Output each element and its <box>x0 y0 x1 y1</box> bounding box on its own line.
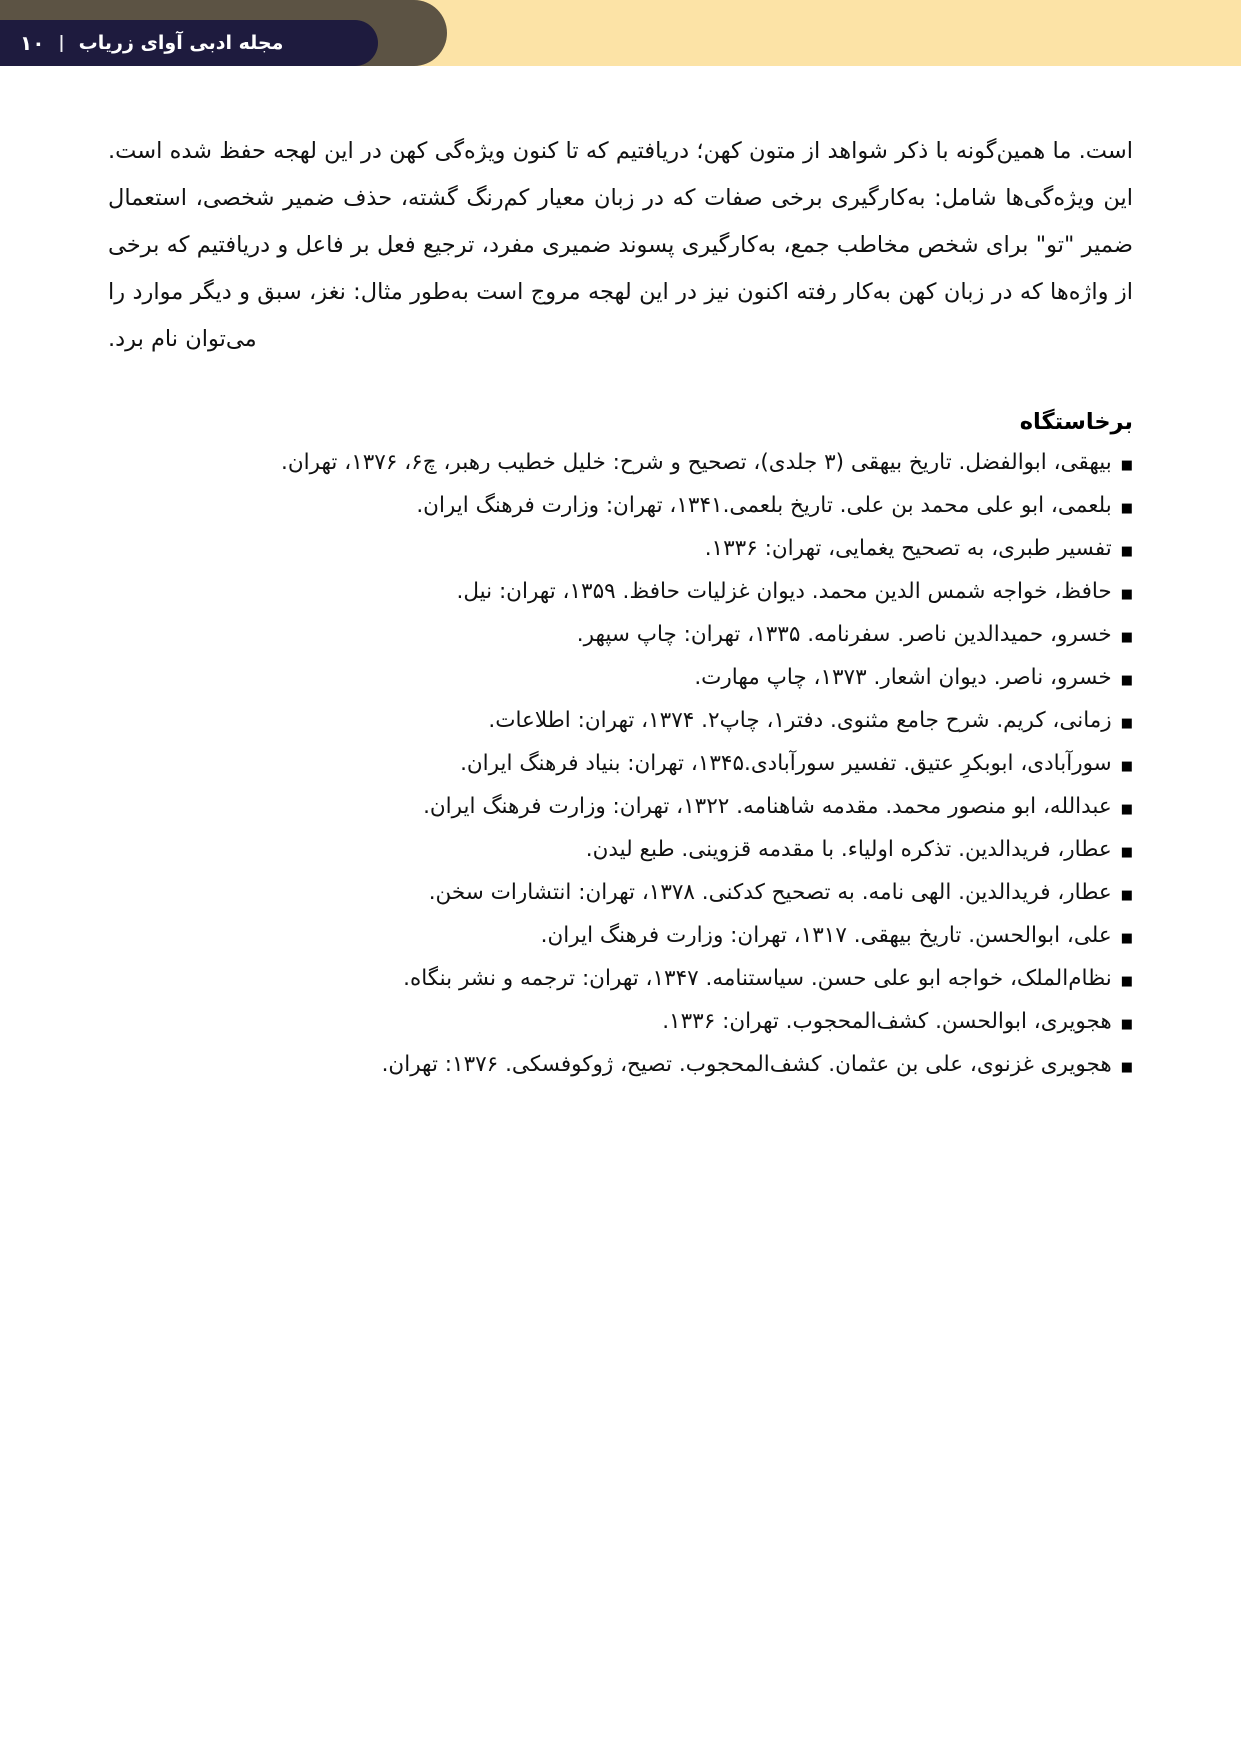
square-bullet-icon: ■ <box>1120 544 1133 559</box>
square-bullet-icon: ■ <box>1120 1060 1133 1075</box>
square-bullet-icon: ■ <box>1120 759 1133 774</box>
page-content <box>0 128 1241 1088</box>
bibliography-entry: هجویری، ابوالحسن. کشف‌المحجوب. تهران: ۱۳۳۶. <box>662 1009 1112 1034</box>
bibliography-entry: عبدالله، ابو منصور محمد. مقدمه شاهنامه. ۱۳۲۲، تهران: وزارت فرهنگ ایران. <box>423 794 1112 819</box>
page-number: ۱۰ <box>20 31 45 55</box>
square-bullet-icon: ■ <box>1120 673 1133 688</box>
square-bullet-icon: ■ <box>1120 888 1133 903</box>
bibliography-entry: بیهقی، ابوالفضل. تاریخ بیهقی (۳ جلدی)، تصحیح و شرح: خلیل خطیب رهبر، چ۶، ۱۳۷۶، تهران. <box>281 450 1112 475</box>
magazine-title: مجله ادبی آوای زریاب <box>78 32 284 54</box>
list-item <box>108 701 1133 744</box>
square-bullet-icon: ■ <box>1120 587 1133 602</box>
list-item <box>108 486 1133 529</box>
square-bullet-icon: ■ <box>1120 501 1133 516</box>
bibliography-entry: تفسیر طبری، به تصحیح یغمایی، تهران: ۱۳۳۶. <box>704 536 1112 561</box>
section-heading-references: برخاستگاه <box>1019 409 1133 435</box>
page-header <box>0 0 1241 66</box>
header-title-pill <box>0 20 378 66</box>
bibliography-list <box>108 443 1133 1088</box>
bibliography-entry: سورآبادی، ابوبکرِ عتیق. تفسیر سورآبادی.۱۳۴۵، تهران: بنیاد فرهنگ ایران. <box>460 751 1112 776</box>
list-item <box>108 615 1133 658</box>
list-item <box>108 873 1133 916</box>
bibliography-entry: عطار، فریدالدین. تذکره اولیاء. با مقدمه قزوینی. طبع لیدن. <box>585 837 1112 862</box>
list-item <box>108 744 1133 787</box>
bibliography-entry: خسرو، حمیدالدین ناصر. سفرنامه. ۱۳۳۵، تهران: چاپ سپهر. <box>576 622 1112 647</box>
list-item <box>108 830 1133 873</box>
bibliography-entry: علی، ابوالحسن. تاریخ بیهقی. ۱۳۱۷، تهران: وزارت فرهنگ ایران. <box>540 923 1112 948</box>
list-item <box>108 1045 1133 1088</box>
square-bullet-icon: ■ <box>1120 845 1133 860</box>
square-bullet-icon: ■ <box>1120 1017 1133 1032</box>
list-item <box>108 658 1133 701</box>
list-item <box>108 572 1133 615</box>
bibliography-entry: نظام‌الملک، خواجه ابو علی حسن. سیاستنامه. ۱۳۴۷، تهران: ترجمه و نشر بنگاه. <box>403 966 1112 991</box>
header-separator: | <box>58 33 65 53</box>
bibliography-entry: عطار، فریدالدین. الهی نامه. به تصحیح کدکنی. ۱۳۷۸، تهران: انتشارات سخن. <box>428 880 1112 905</box>
bibliography-entry: هجویری غزنوی، علی بن عثمان. کشف‌المحجوب. تصیح، ژوکوفسکی. ۱۳۷۶: تهران. <box>381 1052 1112 1077</box>
list-item <box>108 959 1133 1002</box>
list-item <box>108 529 1133 572</box>
square-bullet-icon: ■ <box>1120 974 1133 989</box>
list-item <box>108 787 1133 830</box>
square-bullet-icon: ■ <box>1120 458 1133 473</box>
square-bullet-icon: ■ <box>1120 630 1133 645</box>
square-bullet-icon: ■ <box>1120 716 1133 731</box>
bibliography-entry: حافظ، خواجه شمس الدین محمد. دیوان غزلیات حافظ. ۱۳۵۹، تهران: نیل. <box>456 579 1112 604</box>
list-item <box>108 1002 1133 1045</box>
bibliography-entry: بلعمی، ابو علی محمد بن علی. تاریخ بلعمی.۱۳۴۱، تهران: وزارت فرهنگ ایران. <box>416 493 1112 518</box>
bibliography-entry: زمانی، کریم. شرح جامع مثنوی. دفتر۱، چاپ۲. ۱۳۷۴، تهران: اطلاعات. <box>488 708 1112 733</box>
list-item <box>108 443 1133 486</box>
square-bullet-icon: ■ <box>1120 931 1133 946</box>
list-item <box>108 916 1133 959</box>
square-bullet-icon: ■ <box>1120 802 1133 817</box>
bibliography-entry: خسرو، ناصر. دیوان اشعار. ۱۳۷۳، چاپ مهارت. <box>694 665 1112 690</box>
body-paragraph: است. ما همین‌گونه با ذکر شواهد از متون کهن؛ دریافتیم که تا کنون ویژه‌گی کهن در این لهجه حفظ شده است. این ویژه‌گی‌ها شامل: به‌کارگیری برخی صفات که در زبان معیار کم‌رنگ گشته، حذف ضمیر شخصی، استعمال ضمیر "تو" برای شخص مخاطب جمع، به‌کارگیری پسوند ضمیری مفرد، ترجیع فعل بر فاعل و دریافتیم که برخی از واژه‌ها که در زبان کهن به‌کار رفته اکنون نیز در این لهجه مروج است به‌طور مثال: نغز، سبق و دیگر موارد را می‌توان نام برد. <box>108 138 1133 352</box>
